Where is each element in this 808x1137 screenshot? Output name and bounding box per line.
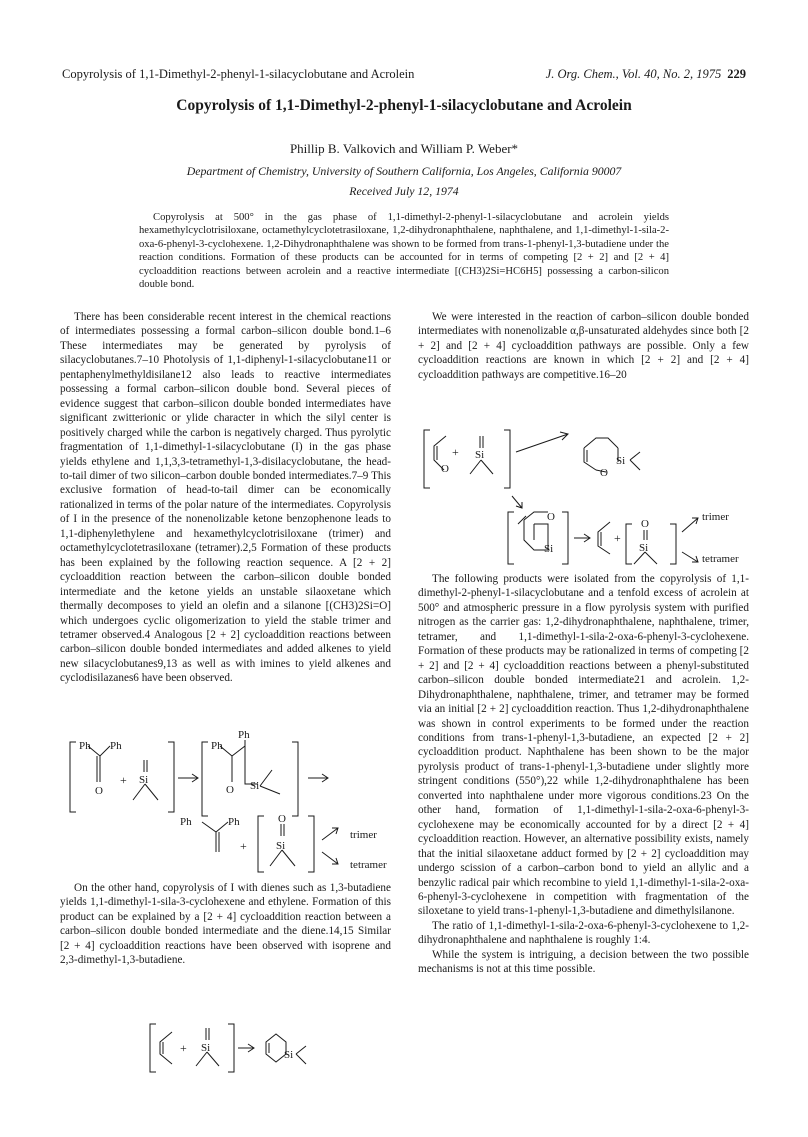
paragraph-products: The following products were isolated from the copyrolysis of 1,1-dimethyl-2-phenyl-1-silacyclobutane and a tenfold excess of acrolein at 500° and atmospheric pressure in a flow pyrolysis system with purified nitrogen as the carrier gas: 1,2-dihydronaphthalene, naphthalene, trimer, tetramer, and 1,1-dimethyl-1-sila-2-oxa-6-phenyl-3-cyclohexene. Formation of these products may be rationalized in terms of competing [2 + 2] and [2 + 4] cycloaddition reactions between a phenyl-substituted carbon–silicon double bonded intermediate21 and acrolein. 1,2-Dihydronaphthalene, naphthalene, trimer, and tetramer may be formed via an initial [2 + 2] cycloaddition reaction. Thus 1,2-dihydronaphthalene was shown in control experiments to be formed under the reaction conditions from trans-1-phenyl-1,3-butadiene, an expected [2 + 2] cycloaddition product. Naphthalene has been shown to be the major pyrolysis product of trans-1-phenyl-1,3-butadiene under slightly more stringent conditions (550°),22 while 1,2-dihydronaphthalene has been converted into naphthalene under more vigorous conditions.23 On the other hand, formation of 1,1-dimethyl-1-sila-2-oxa-6-phenyl-3-cyclohexene may be economically accounted for by a direct [2 + 4] cycloaddition reaction. However, an alternative possibility exists, namely that the initial silaoxetane adduct formed by [2 + 2] cycloaddition may undergo scission of a carbon–carbon bond to yield an allylic and a benzylic radical pair which recombine to yield 1,1-dimethyl-1-sila-2-oxa-6-phenyl-3-cyclohexene in competition with fragmentation of the siloxetane to yield trans-1-phenyl-1,3-butadiene and dimethylsilanone. xyxy=(418,573,749,918)
scheme2-si-product: Si xyxy=(284,1049,294,1061)
column-2-upper xyxy=(418,310,749,382)
scheme1-trimer-label: trimer xyxy=(350,829,377,841)
article-authors: Phillip B. Valkovich and William P. Weber* xyxy=(289,141,519,156)
scheme3-o-silanone: O xyxy=(641,518,649,530)
scheme-benzophenone xyxy=(70,729,400,880)
scheme1-ph-olefin-right: Ph xyxy=(228,816,240,828)
running-title: Copyrolysis of 1,1-Dimethyl-2-phenyl-1-silacyclobutane and Acrolein xyxy=(62,67,415,81)
article-title: Copyrolysis of 1,1-Dimethyl-2-phenyl-1-silacyclobutane and Acrolein xyxy=(176,97,632,114)
scheme3-tetramer-label: tetramer xyxy=(702,553,739,565)
scheme3-si: Si xyxy=(475,449,485,461)
scheme3-o-oxetane: O xyxy=(547,511,555,523)
scheme2-si: Si xyxy=(201,1042,211,1054)
scheme1-tetramer-label: tetramer xyxy=(350,859,387,871)
scheme3-o-ring: O xyxy=(600,467,608,479)
scheme1-plus-2: + xyxy=(240,839,247,853)
paragraph-ratio: The ratio of 1,1-dimethyl-1-sila-2-oxa-6-phenyl-3-cyclohexene to 1,2-dihydronaphthalene and naphthalene is roughly 1:4. xyxy=(418,919,749,947)
page-number: 229 xyxy=(727,67,746,81)
scheme1-ph-right: Ph xyxy=(110,740,122,752)
scheme2-plus: + xyxy=(180,1041,187,1055)
scheme3-plus: + xyxy=(452,445,459,459)
paragraph-intro: There has been considerable recent interest in the chemical reactions of intermediates possessing a formal carbon–silicon double bond.1–6 These intermediates may be generated by pyrolysis of silacyclobutanes.7–10 Photolysis of 1,1-diphenyl-1-silacyclobutane11 or pentaphenylmethyldisilane12 also leads to reactive intermediates possessing a formal carbon–silicon double bond. Several pieces of evidence suggest that carbon–silicon double bonded intermediates have significant zwitterionic or ylide character in which the silyl center is positively charged while the carbon is negatively charged. Thus pyrolytic fragmentation of 1,1-dimethyl-1-silacyclobutane (I) in the gas phase yields ethylene and 1,1,3,3-tetramethyl-1,3-disilacyclobutane, the head-to-tail dimer of two silicon–carbon double bonded intermediates.7–9 This exclusive formation of head-to-tail dimer can be economically rationalized in terms of the polar nature of the intermediates. Copyrolysis of I in the presence of the nonenolizable ketone benzophenone leads to 1,1-diphenylethylene and hexamethylcyclotrisiloxane (trimer) and octamethylcyclotetrasiloxane (tetramer).2,5 Formation of these products has been explained by the following reaction sequence. A [2 + 2] cycloaddition reaction between the carbon–silicon double bonded intermediate and the ketone yields an unstable silaoxetane which thermally decomposes to yield an olefin and a silanone [(CH3)2Si=O] which undergoes cyclic oligomerization to yield the stable trimer and tetramer observed.4 Analogous [2 + 2] cycloaddition reactions between carbon–silicon double bonded intermediates and added alkenes to yield new silacyclobutanes9,13 as well as with imines to yield alkenes and cyclodisilazanes6 have been observed. xyxy=(60,311,391,685)
column-1-upper xyxy=(60,310,391,686)
scheme3-trimer-label: trimer xyxy=(702,511,729,523)
scheme1-o-silanone: O xyxy=(278,813,286,825)
received-date: Received July 12, 1974 xyxy=(349,184,459,198)
paragraph-interest: We were interested in the reaction of carbon–silicon double bonded intermediates with nonenolizable α,β-unsaturated aldehydes since both [2 + 2] and [2 + 4] cycloaddition pathways are possible. Only a few cycloaddition reactions are known in which [2 + 2] and [2 + 4] cycloaddition pathways are competitive.16–20 xyxy=(418,311,749,381)
scheme3-plus-2: + xyxy=(614,531,621,545)
column-1-lower xyxy=(60,881,391,968)
scheme3-si-silanone: Si xyxy=(639,542,649,554)
scheme1-ph-adduct: Ph xyxy=(211,740,223,752)
scheme-acrolein xyxy=(420,412,750,564)
scheme1-ph-left: Ph xyxy=(79,740,91,752)
scheme1-ph-adduct-top: Ph xyxy=(238,729,250,741)
scheme-diene xyxy=(150,1020,310,1078)
scheme1-si: Si xyxy=(139,774,149,786)
scheme3-si-oxetane: Si xyxy=(544,543,554,555)
scheme3-o: O xyxy=(441,463,449,475)
abstract: Copyrolysis at 500° in the gas phase of 1,1-dimethyl-2-phenyl-1-silacyclobutane and acrolein yields hexamethylcyclotrisiloxane, octamethylcyclotetrasiloxane, 1,2-dihydronaphthalene, naphthalene, and 1,1-dimethyl-1-sila-2-oxa-6-phenyl-3-cyclohexene. 1,2-Dihydronaphthalene was shown to be formed from trans-1-phenyl-1,3-butadiene under the reaction conditions. Formation of these products can be accounted for in terms of competing [2 + 2] and [2 + 4] cycloaddition reactions between acrolein and a reactive intermediate [(CH3)2Si=HC6H5] possessing a carbon-silicon double bond. xyxy=(139,212,669,291)
paragraph-conclusion: While the system is intriguing, a decision between the two possible mechanisms is not at this time possible. xyxy=(418,948,749,976)
scheme1-plus: + xyxy=(120,773,127,787)
journal-citation xyxy=(546,67,746,82)
column-2-lower xyxy=(418,572,749,977)
scheme1-ph-olefin-left: Ph xyxy=(180,816,192,828)
journal-name: J. Org. Chem., Vol. 40, No. 2, 1975 xyxy=(545,67,722,81)
scheme3-si-ring: Si xyxy=(616,455,626,467)
scheme1-o-adduct: O xyxy=(226,784,234,796)
article-affiliation: Department of Chemistry, University of Southern California, Los Angeles, California 90007 xyxy=(186,164,622,178)
scheme1-si-silanone: Si xyxy=(276,840,286,852)
scheme1-o: O xyxy=(95,785,103,797)
paragraph-dienes: On the other hand, copyrolysis of I with dienes such as 1,3-butadiene yields 1,1-dimethyl-1-sila-3-cyclohexene and ethylene. Formation of this product can be explained by a [2 + 4] cycloaddition reaction between a carbon–silicon double bonded intermediate and the diene.14,15 Similar [2 + 4] cycloaddition reactions have been observed with isoprene and 2,3-dimethyl-1,3-butadiene. xyxy=(60,882,391,967)
scheme1-si-adduct: Si xyxy=(250,780,260,792)
